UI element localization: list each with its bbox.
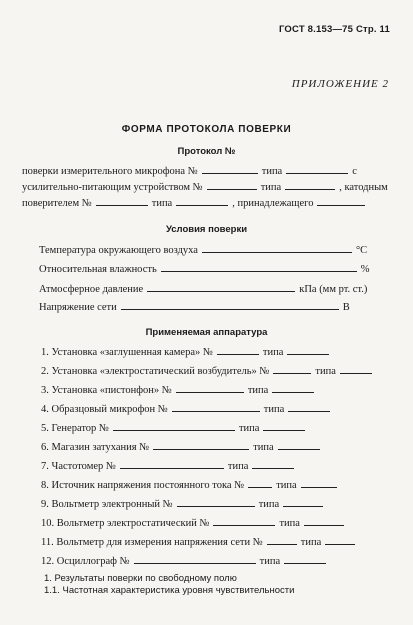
blank-line <box>317 204 365 206</box>
equipment-label: 3. Установка «пистонфон» № <box>41 385 172 396</box>
equipment-item <box>41 480 341 491</box>
blank-line <box>153 448 249 450</box>
equipment-item <box>41 404 334 415</box>
blank-line <box>252 467 294 469</box>
condition-unit: кПа (мм рт. ст.) <box>299 284 368 295</box>
equipment-label: 5. Генератор № <box>41 423 109 434</box>
intro-text: поверки измерительного микрофона № <box>22 166 198 177</box>
blank-line <box>267 543 297 545</box>
condition-unit: В <box>342 302 350 313</box>
equipment-item <box>41 423 309 434</box>
equipment-label: 8. Источник напряжения постоянного тока № <box>41 480 245 491</box>
equipment-item <box>41 518 348 529</box>
blank-line <box>248 486 272 488</box>
blank-line <box>177 505 255 507</box>
equipment-type: типа <box>300 537 322 548</box>
blank-line <box>202 251 352 253</box>
equipment-type: типа <box>315 366 336 377</box>
blank-line <box>284 562 326 564</box>
intro-line-1 <box>22 166 357 177</box>
appendix-label: ПРИЛОЖЕНИЕ 2 <box>291 78 389 90</box>
equipment-type: типа <box>262 347 284 358</box>
equipment-label: 2. Установка «электростатический возбудитель» № <box>41 366 270 377</box>
blank-line <box>304 524 344 526</box>
blank-line <box>113 429 235 431</box>
protocol-number-label: Протокол № <box>177 146 236 157</box>
condition-label: Температура окружающего воздуха <box>39 245 198 256</box>
equipment-label: 4. Образцовый микрофон № <box>41 404 168 415</box>
equipment-label: 9. Вольтметр электронный № <box>41 499 173 510</box>
blank-line <box>147 290 295 292</box>
equipment-item <box>41 442 324 453</box>
blank-line <box>273 372 311 374</box>
equipment-type: типа <box>276 480 297 491</box>
blank-line <box>283 505 323 507</box>
equipment-item <box>41 556 330 567</box>
results-subheading: 1.1. Частотная характеристика уровня чувствительности <box>44 585 295 596</box>
equipment-label: 1. Установка «заглушенная камера» № <box>41 347 213 358</box>
form-title: ФОРМА ПРОТОКОЛА ПОВЕРКИ <box>121 124 292 135</box>
equipment-type: типа <box>258 499 280 510</box>
equipment-type: типа <box>253 442 274 453</box>
blank-line <box>120 467 224 469</box>
equipment-item <box>41 537 359 548</box>
blank-line <box>176 391 244 393</box>
conditions-title: Условия поверки <box>165 224 248 235</box>
equipment-item <box>41 385 318 396</box>
blank-line <box>161 270 357 272</box>
equipment-item <box>41 366 376 377</box>
results-heading: 1. Результаты поверки по свободному полю <box>44 573 237 584</box>
intro-text: усилительно-питающим устройством № <box>22 182 203 193</box>
blank-line <box>176 204 228 206</box>
blank-line <box>134 562 256 564</box>
intro-text: поверителем № <box>22 198 92 209</box>
condition-label: Атмосферное давление <box>39 284 144 295</box>
equipment-type: типа <box>279 518 300 529</box>
intro-text: , катодным <box>339 182 388 193</box>
blank-line <box>172 410 260 412</box>
equipment-label: 11. Вольтметр для измерения напряжения сети № <box>41 537 263 548</box>
blank-line <box>278 448 320 450</box>
intro-text: с <box>352 166 357 177</box>
condition-row <box>39 284 367 295</box>
intro-text: типа <box>261 166 283 177</box>
equipment-item <box>41 461 298 472</box>
condition-unit: % <box>360 264 370 275</box>
equipment-type: типа <box>238 423 260 434</box>
equipment-type: типа <box>247 385 269 396</box>
blank-line <box>288 410 330 412</box>
equipment-label: 12. Осциллограф № <box>41 556 130 567</box>
condition-label: Относительная влажность <box>39 264 157 275</box>
blank-line <box>285 188 335 190</box>
page-header: ГОСТ 8.153—75 Стр. 11 <box>278 24 390 35</box>
condition-unit: °С <box>355 245 368 256</box>
blank-line <box>96 204 148 206</box>
condition-label: Напряжение сети <box>39 302 117 313</box>
blank-line <box>213 524 275 526</box>
equipment-label: 7. Частотомер № <box>41 461 116 472</box>
blank-line <box>286 172 348 174</box>
equipment-title: Применяемая аппаратура <box>145 327 268 338</box>
condition-row <box>39 302 350 313</box>
blank-line <box>121 308 339 310</box>
equipment-item <box>41 499 327 510</box>
blank-line <box>207 188 257 190</box>
blank-line <box>272 391 314 393</box>
condition-row <box>39 245 367 256</box>
blank-line <box>287 353 329 355</box>
blank-line <box>217 353 259 355</box>
equipment-label: 10. Вольтметр электростатический № <box>41 518 210 529</box>
blank-line <box>301 486 337 488</box>
intro-text: типа <box>151 198 173 209</box>
blank-line <box>325 543 355 545</box>
blank-line <box>202 172 258 174</box>
condition-row <box>39 264 370 275</box>
intro-text: типа <box>260 182 282 193</box>
intro-line-2 <box>22 182 388 193</box>
intro-text: , принадлежащего <box>232 198 314 209</box>
equipment-type: типа <box>263 404 285 415</box>
equipment-type: типа <box>259 556 281 567</box>
intro-line-3 <box>22 198 369 209</box>
blank-line <box>263 429 305 431</box>
equipment-label: 6. Магазин затухания № <box>41 442 150 453</box>
blank-line <box>340 372 372 374</box>
equipment-item <box>41 347 333 358</box>
equipment-type: типа <box>227 461 249 472</box>
